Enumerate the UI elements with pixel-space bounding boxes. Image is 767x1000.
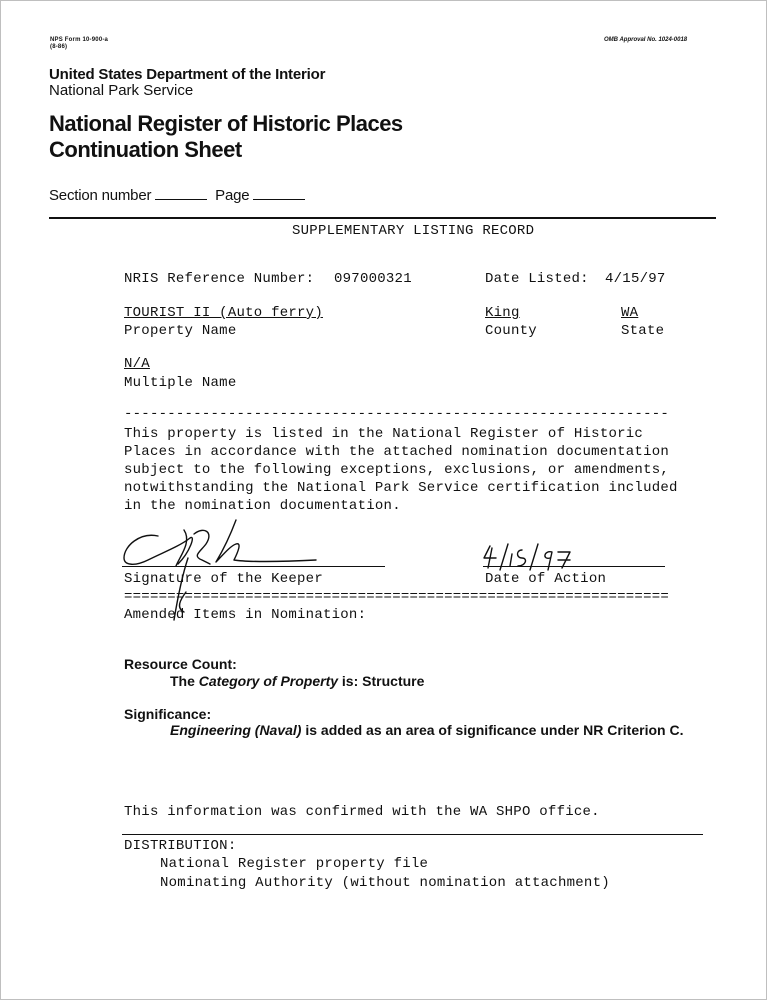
page-subtitle: Continuation Sheet (49, 137, 242, 162)
equals-rule: =============================================================== (124, 589, 670, 605)
state-label: State (621, 323, 665, 339)
amended-items-heading: Amended Items in Nomination: (124, 607, 367, 623)
statement-line: notwithstanding the National Park Service certification included (124, 480, 678, 496)
date-listed-value: 4/15/97 (605, 271, 666, 287)
significance-heading: Significance: (124, 706, 212, 722)
form-number: NPS Form 10-900-a (50, 37, 109, 43)
omb-approval: OMB Approval No. 1024-0018 (604, 37, 688, 43)
date-listed-label: Date Listed: (485, 271, 589, 287)
section-number-blank (155, 199, 207, 200)
header-rule (49, 217, 716, 219)
distribution-heading: DISTRIBUTION: (124, 838, 237, 854)
statement-line: Places in accordance with the attached nomination documentation (124, 444, 670, 460)
form-revision: (8-86) (50, 44, 68, 50)
property-name-value: TOURIST II (Auto ferry) (124, 305, 323, 321)
category-prefix: The (170, 673, 199, 689)
county-value: King (485, 305, 520, 321)
distribution-item: Nominating Authority (without nomination attachment) (160, 875, 610, 891)
page-number-blank (253, 199, 305, 200)
date-of-action-label: Date of Action (485, 571, 607, 587)
distribution-rule (122, 834, 703, 835)
nris-value: 097000321 (334, 271, 412, 287)
significance-rest: is added as an area of significance under NR Criterion C. (301, 722, 684, 738)
page-label: Page (215, 187, 250, 204)
nris-label: NRIS Reference Number: (124, 271, 315, 287)
property-name-label: Property Name (124, 323, 237, 339)
category-label: Category of Property (198, 673, 339, 689)
resource-count-heading: Resource Count: (124, 656, 237, 672)
record-heading: SUPPLEMENTARY LISTING RECORD (292, 223, 535, 239)
significance-statement (170, 722, 683, 738)
dash-rule: --------------------------------------------------------------- (124, 406, 670, 422)
statement-line: subject to the following exceptions, exclusions, or amendments, (124, 462, 670, 478)
distribution-item: National Register property file (160, 856, 429, 872)
category-value: Structure (362, 673, 425, 689)
significance-area: Engineering (Naval) (170, 722, 302, 738)
state-value: WA (621, 305, 639, 321)
page-title: National Register of Historic Places (49, 111, 403, 136)
county-label: County (485, 323, 537, 339)
multiple-name-label: Multiple Name (124, 375, 237, 391)
department-name: United States Department of the Interior (49, 66, 326, 83)
section-number-label: Section number (49, 187, 152, 204)
date-of-action-handwritten (478, 540, 588, 572)
statement-line: in the nomination documentation. (124, 498, 401, 514)
category-middle: is: (338, 673, 363, 689)
multiple-name-value: N/A (124, 356, 150, 372)
statement-line: This property is listed in the National Register of Historic (124, 426, 644, 442)
confirmation-text: This information was confirmed with the WA SHPO office. (124, 804, 600, 820)
signature-label: Signature of the Keeper (124, 571, 323, 587)
section-number-line (49, 187, 305, 204)
category-statement (170, 673, 424, 689)
service-name: National Park Service (49, 82, 194, 99)
